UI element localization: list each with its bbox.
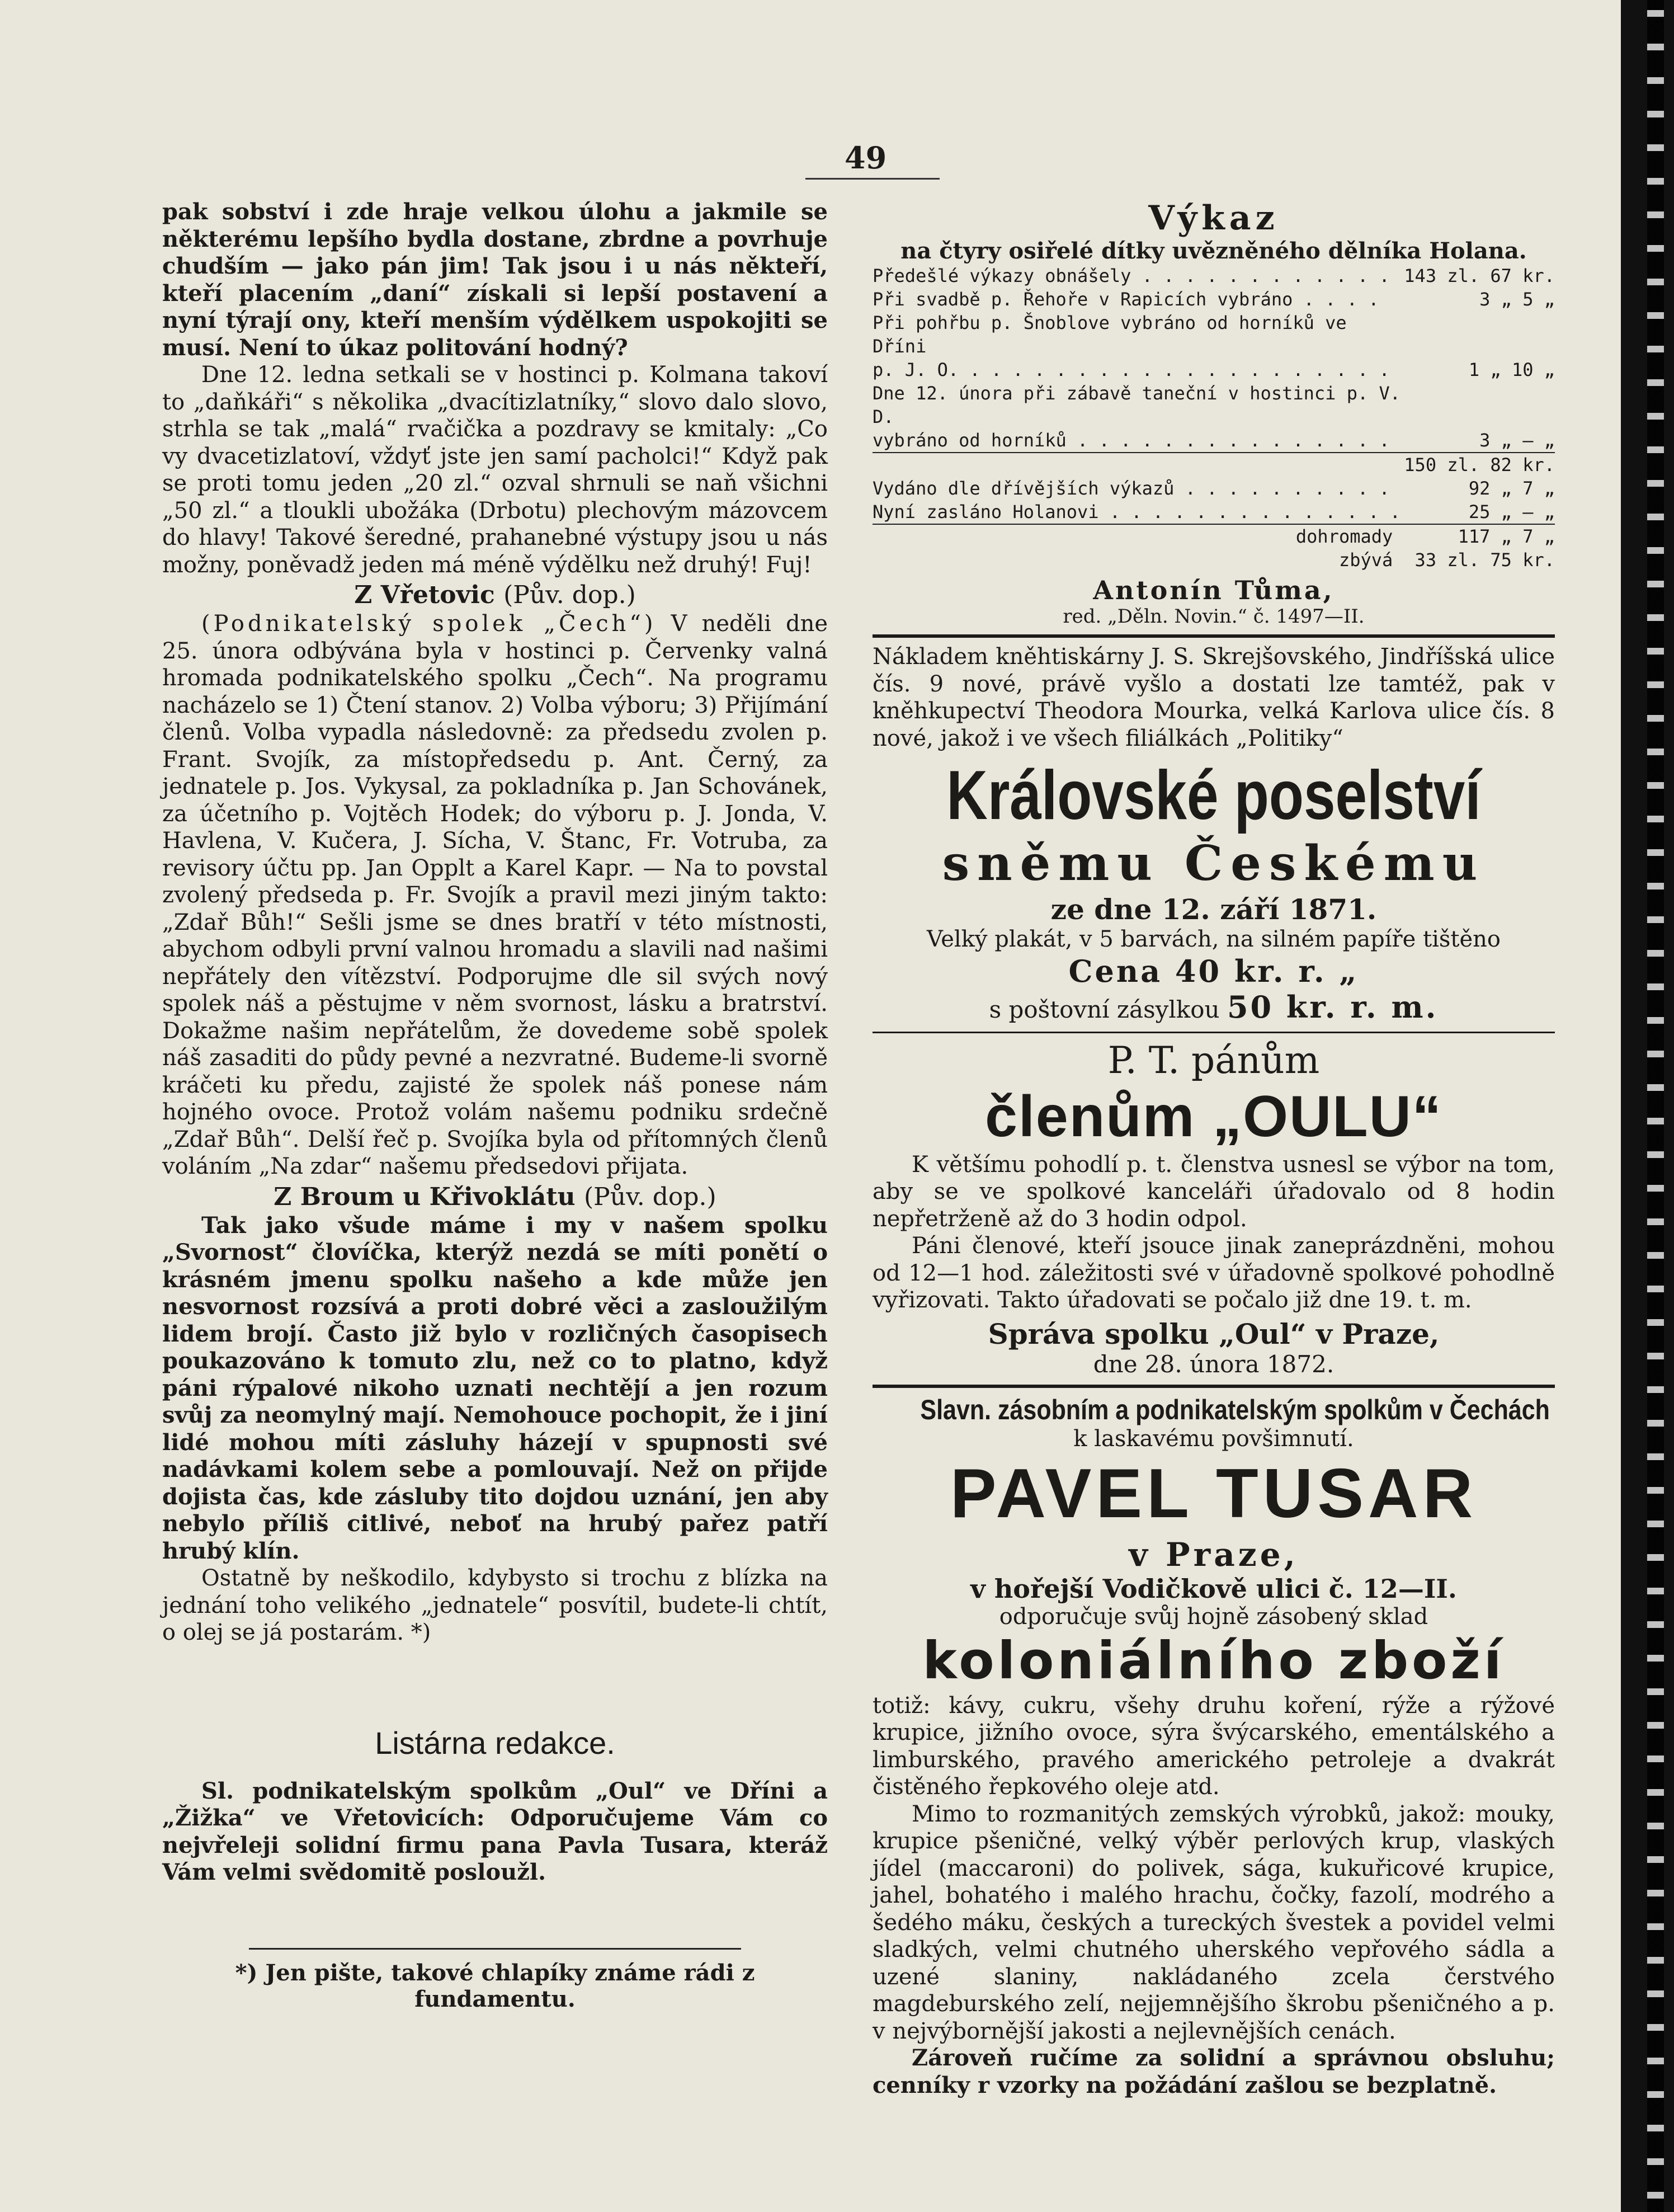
postage-label: s poštovní zásylkou <box>989 995 1220 1023</box>
page-number-rule <box>805 178 940 180</box>
royal-ad-price-postage <box>873 989 1555 1025</box>
scan-ruler <box>1647 0 1664 2212</box>
vykaz-subtitle: na čtyry osiřelé dítky uvězněného dělníka Holana. <box>900 238 1527 264</box>
vykaz-signer: Antonín Tůma, <box>1093 575 1335 605</box>
page-number: 49 <box>845 140 887 176</box>
ledger-desc: zbývá <box>1338 549 1393 571</box>
ledger-amount <box>1404 311 1555 358</box>
tusar-ad-offer: odporučuje svůj hojně zásobený sklad <box>999 1603 1428 1630</box>
section-heading <box>162 1183 828 1211</box>
ledger-desc: Při svadbě p. Řehoře v Rapicích vybráno . . . . <box>873 289 1379 310</box>
oul-ad-paragraph: K většímu pohodlí p. t. členstva usnesl se výbor na tom, aby se ve spolkové kanceláři úřadovalo od 8 hodin nepřetrženě až do 3 hodin odpol. <box>873 1151 1555 1232</box>
tusar-ad-name: PAVEL TUSAR <box>950 1455 1478 1532</box>
ad-divider <box>873 1385 1555 1388</box>
postage-price: 50 kr. r. m. <box>1227 989 1439 1025</box>
ledger-amount: 150 zl. 82 kr. <box>1404 453 1555 477</box>
ledger-amount <box>1404 382 1555 429</box>
ledger-row <box>873 429 1555 453</box>
ledger-amount: 1 „ 10 „ <box>1468 359 1555 380</box>
ledger-desc: Nyní zasláno Holanovi . . . . . . . . . . . . . . <box>873 501 1401 523</box>
article-paragraph: Tak jako všude máme i my v našem spolku „Svornost“ človíčka, kterýž nezdá se míti ponětí o krásném jmenu spolku našeho a kde může jen nesvornost rozsívá a proti dobré věci a zasloužilým lidem brojí. Často již bylo v rozličných časopisech poukazováno k tomuto zlu, než co to platno, když páni rýpalové nikoho uznati nechtějí a jen rozum svůj za neomylný mají. Nemohouce pochopit, že i jiní lidé mohou míti zásluhy házejí v spupnosti své nadávkami kolem sebe a pomlouvají. Než on přijde dojista čas, kde zásluby tito dojdou uznání, jen aby nebylo příliš citlivé, neboť na hrubý pařez patří hrubý klín. <box>162 1212 828 1564</box>
ledger-desc: Dne 12. února při zábavě taneční v hostinci p. V. D. <box>873 383 1401 427</box>
ledger-total-row <box>873 524 1555 548</box>
ledger-row <box>873 500 1555 524</box>
footnote-rule <box>249 1948 741 1950</box>
article-paragraph: pak sobství i zde hraje velkou úlohu a jakmile se některému lepšího bydla dostane, zbrdne a povrhuje chudším — jako pán jim! Tak jsou i u nás někteří, kteří placením „daní“ získali si lepší postavení a nyní týrají ony, kteří menším výdělkem uspokojiti se musí. Není to úkaz politování hodný? <box>162 199 828 361</box>
right-column <box>873 199 1555 2099</box>
ad-divider <box>873 634 1555 638</box>
vykaz-signer-role: red. „Děln. Novin.“ č. 1497—II. <box>1063 605 1365 628</box>
article-paragraph <box>162 610 828 1180</box>
section-heading-note: (Pův. dop.) <box>584 1182 716 1211</box>
ledger-row <box>873 311 1555 358</box>
oul-ad-heading: P. T. pánům <box>1107 1038 1320 1082</box>
vykaz-title: Výkaz <box>1148 199 1279 238</box>
tusar-ad-address: v hořejší Vodičkově ulici č. 12—II. <box>970 1573 1457 1604</box>
tusar-ad-paragraph: Zároveň ručíme za solidní a správnou obsluhu; cenníky r vzorky na požádání zašlou se bezplatně. <box>873 2045 1555 2098</box>
ledger-desc: vybráno od horníků . . . . . . . . . . . . . . . <box>873 430 1390 451</box>
article-paragraph: Ostatně by neškodilo, kdybysto si trochu z blízka na jednání toho velikého „jednatele“ posvítil, budete-li chtít, o olej se já postarám. *) <box>162 1565 828 1645</box>
ledger-remainder-row <box>873 548 1555 572</box>
ledger-desc <box>873 453 1404 477</box>
tusar-ad-goods: koloniálního zboží <box>922 1630 1505 1691</box>
ledger-desc: Při pohřbu p. Šnoblove vybráno od horníků ve Dříni <box>873 312 1347 357</box>
ledger-amount: 3 „ 5 „ <box>1479 289 1555 310</box>
footnote <box>162 1948 828 2012</box>
paragraph-text: V neděli dne 25. února odbývána byla v hostinci p. Červenky valná hromada podnikatelského spolku „Čech“. Na programu nacházelo se 1) Čtení stanov. 2) Volba výboru; 3) Přijímání členů. Volba vypadla následovně: za předsedu zvolen p. Frant. Svojík, za místopředsedu p. Ant. Černý, za jednatele p. Jos. Vykysal, za pokladníka p. Jan Schovánek, za účetního p. Vojtěch Hodek; do výboru p. J. Jonda, V. Havlena, V. Kučera, J. Sícha, V. Štanc, Fr. Votruba, za revisory účtu pp. Jan Opplt a Karel Kapr. — Na to povstal zvolený předseda p. Fr. Svojík a pravil mezi jiným takto: „Zdař Bůh!“ Sešli jsme se dnes bratří v této místnosti, abychom odbyli první valnou hromadu a slavili nad našimi nepřátely den vítězství. Podporujme dle sil svých nový spolek náš a pěstujme v něm svornost, lásku a bratrství. Dokažme našim nepřátelům, že dovedeme sobě spolek náš zasaditi do půdy pevné a nezvratné. Budeme-li svorně kráčeti ku předu, zajisté že spolek náš ponese nám hojného ovoce. Protož volám našemu podniku srdečně „Zdař Bůh“. Delší řeč p. Svojíka byla od přítomných členů voláním „Na zdar“ našemu předsedovi přijata. <box>162 611 828 1179</box>
footnote-text: *) Jen pište, takové chlapíky známe rádi z fundamentu. <box>235 1959 755 2012</box>
ledger-desc: Předešlé výkazy obnášely . . . . . . . . . . . . <box>873 265 1390 286</box>
ledger-desc: dohromady <box>873 524 1404 548</box>
tusar-ad-city: v Praze, <box>1129 1535 1299 1574</box>
section-heading-title: Z Vřetovic <box>354 581 495 609</box>
listarna-heading: Listárna redakce. <box>375 1725 615 1761</box>
vykaz-ledger <box>873 264 1555 572</box>
ad-divider <box>873 1032 1555 1033</box>
royal-ad-price: Cena 40 kr. r. „ <box>1068 953 1359 989</box>
royal-ad-title: Královské poselství <box>946 757 1481 834</box>
section-heading <box>162 581 828 609</box>
ledger-amount: 3 „ — „ <box>1479 430 1555 451</box>
ledger-row <box>873 264 1555 288</box>
ledger-amount: 25 „ — „ <box>1468 501 1555 523</box>
left-column <box>162 199 828 2012</box>
royal-ad-subtitle: sněmu Českému <box>942 835 1486 892</box>
section-heading-note: (Pův. dop.) <box>503 581 636 609</box>
ledger-row <box>873 288 1555 311</box>
oul-ad-paragraph: Páni členové, kteří jsouce jinak zaneprázdněni, mohou od 12—1 hod. záležitosti své v úřadovně spolkové pohodlně vyřizovati. Takto úřadovati se počalo již dne 19. t. m. <box>873 1233 1555 1313</box>
ledger-row <box>873 382 1555 429</box>
oul-ad-date: dne 28. února 1872. <box>1093 1350 1335 1378</box>
ledger-row <box>873 477 1555 500</box>
tusar-ad-paragraph: totiž: kávy, cukru, všehy druhu koření, rýže a rýžové krupice, jižního ovoce, sýra švýcarského, ementálského a limburského, pravého amerického petroleje a dvakrát čistěného řepkového oleje atd. <box>873 1692 1555 1800</box>
ledger-amount: 143 zl. 67 kr. <box>1404 265 1555 286</box>
tusar-ad-intro-line2: k laskavému povšimnutí. <box>1073 1425 1354 1452</box>
ledger-amount: 117 „ 7 „ <box>1404 524 1555 548</box>
listarna-text: Sl. podnikatelským spolkům „Oul“ ve Dříni a „Žižka“ ve Vřetovicích: Odporučujeme Vám co nejvřeleji solidní firmu pana Pavla Tusara, kteráž Vám velmi svědomitě posloužl. <box>162 1777 828 1885</box>
tusar-ad-intro: Slavn. zásobním a podnikatelským spolkům v Čechách <box>920 1394 1550 1425</box>
royal-ad-intro: Nákladem kněhtiskárny J. S. Skrejšovského, Jindříšská ulice čís. 9 nové, právě vyšlo a dostati lze tamtéž, pak v kněhkupectví Theodora Mourka, velká Karlova ulice čís. 8 nové, jakož i ve všech filiálkách „Politiky“ <box>873 644 1555 751</box>
ledger-desc: Vydáno dle dřívějších výkazů . . . . . . . . . . <box>873 478 1390 499</box>
ledger-amount: 92 „ 7 „ <box>1468 478 1555 499</box>
ledger-row <box>873 358 1555 382</box>
tusar-ad-paragraph: Mimo to rozmanitých zemských výrobků, jakož: mouky, krupice pšeničné, velký výběr perlových krup, vlaských jídel (maccaroni) do polivek, sága, kukuřicové krupice, jahel, bohatého i malého hrachu, čočky, fazolí, modrého a šedého máku, českých a tureckých švestek a povidel velmi sladkých, velmi chutného uherského vepřového sádla a uzené slaniny, nakládaného zcela čerstvého magdeburského zelí, nejjemnějšího škrobu pšeničného a p. v nejvýbornější jakosti a nejlevnějších cenách. <box>873 1801 1555 2044</box>
article-paragraph: Dne 12. ledna setkali se v hostinci p. Kolmana takoví to „daňkáři“ s několika „dvacítizlatníky,“ slovo dalo slovo, strhla se tak „malá“ rvačička a pozdravy se kmitaly: „Co vy dvacetizlatoví, vždyť jste jen samí pacholci!“ Když pak se proti tomu jeden „20 zl.“ ozval shrnuli se naň všichni „50 zl.“ a tloukli ubožáka (Drbotu) plechovým mázovcem do hlavy! Takové šeredné, prahanebné výstupy jsou u nás možny, poněvadž jeden má méně výdělku než druhý! Fuj! <box>162 362 828 578</box>
ledger-subtotal-row <box>873 453 1555 477</box>
royal-ad-date: ze dne 12. září 1871. <box>1050 893 1377 926</box>
spaced-text: (Podnikatelský spolek „Čech“) <box>201 611 657 637</box>
ledger-amount: 33 zl. 75 kr. <box>1414 549 1555 571</box>
ledger-desc: p. J. O. . . . . . . . . . . . . . . . . . . . . <box>873 359 1390 380</box>
oul-ad-signature: Správa spolku „Oul“ v Praze, <box>988 1317 1440 1350</box>
oul-ad-title: členům „OULU“ <box>985 1084 1442 1149</box>
royal-ad-description: Velký plakát, v 5 barvách, na silném papíře tištěno <box>926 926 1501 952</box>
section-heading-title: Z Broum u Křivoklátu <box>274 1182 576 1211</box>
